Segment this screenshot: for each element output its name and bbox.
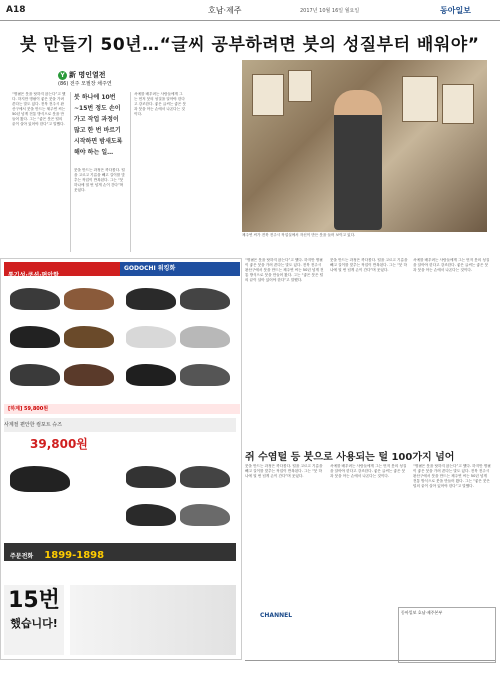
wall-frame [402,76,438,122]
shoe-image [64,364,114,386]
series-subtitle: (86) 전주 모필장 채주연 [58,81,112,87]
wall-frame [288,70,312,102]
issue-date: 2017년 10월 16일 월요일 [300,8,360,14]
artisan-photo [242,60,487,232]
sub-article-col-2: 서예를 배우려는 사람들에게 그는 먼저 붓의 성질을 알아야 한다고 강조한다. 좋은 글씨는 좋은 붓과 붓을 아는 손에서 나온다는 것이다. [330,464,407,478]
shoe-image [180,466,230,488]
shoe-image [126,364,176,386]
wall-frame [442,84,474,124]
ad-category-bar: 사계절 편안한 컴포트 슈즈 [4,418,236,432]
ad-header-right: GODOCHI 워킹화 [120,262,240,276]
article-continued-col-1: “명필은 붓을 탓하지 않는다”고 했다. 하지만 명필이 좋은 붓을 가려 쓴다는 말도 있다. 전북 전주시 완산구에서 붓을 만드는 채주연 씨는 50년 넘게 전통 방식으로 붓을 만들어 왔다. 그는 “좋은 붓은 털의 끝이 살아 있어야 한다”고 말했다. [245,258,324,282]
column-divider [70,92,71,252]
newspaper-logo: 동아일보 [440,6,471,15]
article-body-column-1: “명필은 붓을 탓하지 않는다”고 했다. 하지만 명필이 좋은 붓을 가려 쓴다는 말도 있다. 전북 전주시 완산구에서 붓을 만드는 채주연 씨는 50년 넘게 전통 방식으로 붓을 만들어 왔다. 그는 “좋은 붓은 털의 끝이 살아 있어야 한다”고 말했다. [12,92,66,126]
article-continued-col-2: 붓을 만드는 과정은 까다롭다. 털을 고르고 기름을 빼고 길이를 맞추는 작업이 반복된다. 그는 “붓 하나에 열 번 넘게 손이 간다”며 웃었다. [330,258,408,272]
shoe-image [180,364,230,386]
sub-article-col-3: “명필은 붓을 탓하지 않는다”고 했다. 하지만 명필이 좋은 붓을 가려 쓴다는 말도 있다. 전북 전주시 완산구에서 붓을 만드는 채주연 씨는 50년 넘게 전통 방식으로 붓을 만들어 왔다. 그는 “좋은 붓은 털의 끝이 살아 있어야 한다”고 말했다. [413,464,491,488]
tv-schedule-footer [245,660,495,689]
shoe-grid [6,282,236,400]
shoe-image [180,288,230,310]
series-badge-icon: Y [58,71,67,80]
article-headline: 붓 만들기 50년…“글씨 공부하려면 붓의 성질부터 배워야” [20,35,480,55]
regional-office-box: 동아일보 호남·제주본부 [398,607,496,663]
shoe-image [126,466,176,488]
sub-article-col-1: 붓을 만드는 과정은 까다롭다. 털을 고르고 기름을 빼고 길이를 맞추는 작업이 반복된다. 그는 “붓 하나에 열 번 넘게 손이 간다”며 웃었다. [245,464,323,478]
channel-label: CHANNEL [260,612,293,619]
big-promo-text [4,585,64,655]
shoe-grid-lower [6,460,236,540]
shoe-image [10,466,70,492]
shoe-image [10,326,60,348]
promo-product-image [70,585,236,655]
shoe-image [10,364,60,386]
article-continued-col-3: 서예를 배우려는 사람들에게 그는 먼저 붓의 성질을 알아야 한다고 강조한다. 좋은 글씨는 좋은 붓과 붓을 아는 손에서 나온다는 것이다. [413,258,490,272]
wall-frame [252,74,284,116]
section-name: 호남·제주 [208,6,242,15]
ad-header-left: 통기성·쿠션·편안함 [4,262,236,276]
sub-article-headline: 쥐 수염털 등 붓으로 사용되는 털 100가지 넘어 [245,452,455,463]
article-body-column-2: 붓을 만드는 과정은 까다롭다. 털을 고르고 기름을 빼고 길이를 맞추는 작업이 반복된다. 그는 “붓 하나에 열 번 넘게 손이 간다”며 웃었다. [74,168,125,192]
shoe-image [126,326,176,348]
pull-quote: 붓 하나에 10번~15번 정도 손이 가고 작업 과정이 많고 한 번 바르기 시작하면 밤새도록 해야 하는 일… [74,94,123,156]
price-band: [하계] 59,800원 [4,404,240,414]
photo-caption: 채주연 씨가 전북 전주시 작업실에서 자신이 만든 붓을 들어 보이고 있다. [242,233,356,237]
article-body-column-3: 서예를 배우려는 사람들에게 그는 먼저 붓의 성질을 알아야 한다고 강조한다. 좋은 글씨는 좋은 붓과 붓을 아는 손에서 나온다는 것이다. [134,92,186,116]
column-divider [130,92,131,252]
phone-label: 주문전화 [10,553,34,560]
series-logo [58,70,106,80]
ad-price: 39,800원 [30,437,88,451]
page-header [0,0,500,21]
promo-number: 15번 [8,588,60,613]
shoe-image [64,326,114,348]
shoe-image [126,288,176,310]
artisan-figure [334,90,382,230]
shoe-image [180,326,230,348]
page-number: A18 [6,5,26,15]
promo-subtext: 했습니다! [10,617,58,630]
shoe-image [64,288,114,310]
shoe-image [10,288,60,310]
shoe-image [180,504,230,526]
order-phone-band [4,543,236,561]
shoe-image [126,504,176,526]
series-title: 新 명인열전 [69,71,106,79]
phone-number: 1899-1898 [44,550,105,561]
